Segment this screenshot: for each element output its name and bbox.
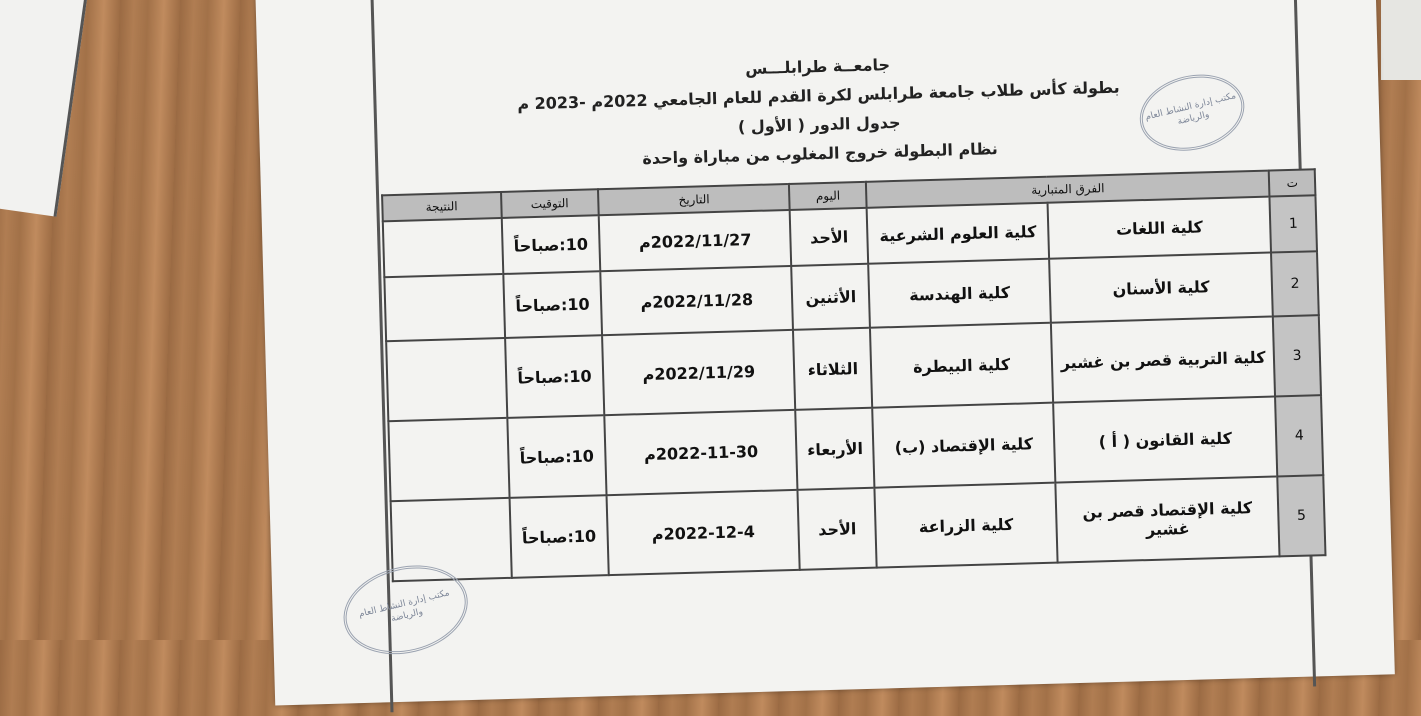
- match-day: الأثنين: [792, 264, 871, 330]
- match-date: 2022-12-4م: [607, 490, 800, 575]
- team-one: كلية التربية قصر بن غشير: [1051, 316, 1275, 402]
- match-number: 4: [1275, 395, 1323, 476]
- team-one: كلية الإقتصاد قصر بن غشير: [1055, 476, 1279, 562]
- document-page: [255, 0, 1395, 705]
- match-result: [388, 418, 509, 501]
- column-header-result: النتيجة: [382, 192, 501, 221]
- championship-title: بطولة كأس طلاب جامعة طرابلس لكرة القدم للعام الجامعي 2022م -2023 م: [517, 77, 1120, 114]
- match-date: 2022/11/29م: [602, 330, 795, 415]
- column-header-teams: الفرق المتبارية: [866, 171, 1270, 208]
- column-header-time: التوقيت: [501, 189, 599, 218]
- tournament-system: نظام البطولة خروج المغلوب من مباراة واحدة: [642, 139, 999, 169]
- match-date: 2022/11/27م: [599, 210, 792, 271]
- team-two: كلية الإقتصاد (ب): [872, 403, 1055, 488]
- match-number: 5: [1278, 475, 1326, 556]
- match-number: 2: [1271, 251, 1318, 316]
- team-two: كلية الهندسة: [868, 259, 1050, 328]
- match-time: 10:صباحاً: [505, 335, 605, 418]
- team-two: كلية الزراعة: [875, 483, 1058, 568]
- match-time: 10:صباحاً: [501, 215, 600, 274]
- match-time: 10:صباحاً: [503, 271, 602, 338]
- stamp-text: مكتب إدارة النشاط العام والرياضة: [1144, 91, 1238, 128]
- team-two: كلية العلوم الشرعية: [867, 203, 1049, 264]
- match-number: 1: [1270, 195, 1317, 252]
- match-date: 2022-11-30م: [604, 410, 797, 495]
- match-result: [384, 274, 504, 341]
- team-one: كلية القانون ( أ ): [1053, 396, 1277, 482]
- match-number: 3: [1273, 315, 1321, 396]
- match-time: 10:صباحاً: [509, 495, 609, 578]
- round-title: جدول الدور ( الأول ): [737, 112, 901, 137]
- match-day: الأحد: [790, 208, 868, 266]
- match-date: 2022/11/28م: [600, 266, 793, 335]
- column-header-day: اليوم: [789, 182, 867, 210]
- match-result: [386, 338, 507, 421]
- team-one: كلية الأسنان: [1049, 253, 1273, 323]
- column-header-num: ت: [1269, 169, 1315, 196]
- team-one: كلية اللغات: [1048, 197, 1272, 259]
- match-result: [383, 218, 503, 277]
- team-two: كلية البيطرة: [870, 323, 1053, 408]
- match-day: الأربعاء: [796, 408, 875, 490]
- match-day: الأحد: [798, 488, 877, 570]
- background-paper-right: [1381, 0, 1421, 80]
- match-schedule-table: [381, 168, 1326, 582]
- stamp-text: مكتب إدارة النشاط العام والرياضة: [357, 588, 451, 625]
- university-name: جامعــة طرابلـــس: [745, 55, 891, 79]
- background-paper-left: [0, 0, 88, 217]
- column-header-date: التاريخ: [598, 184, 790, 215]
- match-day: الثلاثاء: [793, 328, 872, 410]
- match-time: 10:صباحاً: [507, 415, 607, 498]
